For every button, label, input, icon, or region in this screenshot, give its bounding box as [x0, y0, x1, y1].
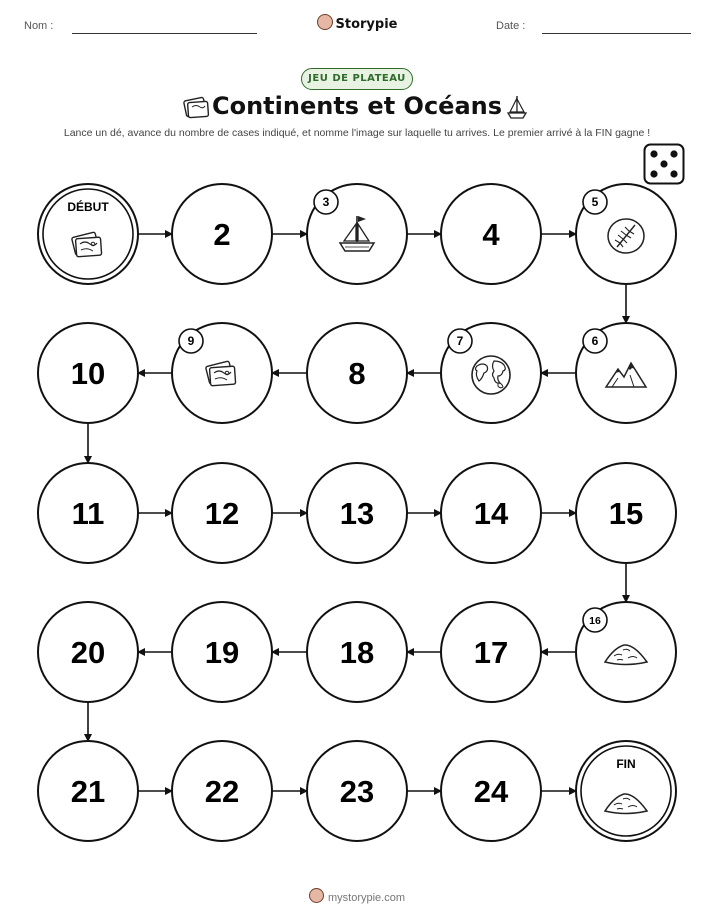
- end-label: FIN: [616, 757, 636, 771]
- board-space-5[interactable]: [576, 184, 676, 284]
- fossil-leaf-icon: [608, 219, 644, 253]
- footer-url[interactable]: mystorypie.com: [327, 892, 406, 904]
- board-space-20[interactable]: [38, 602, 138, 702]
- board-space-6[interactable]: [576, 323, 676, 423]
- storypie-logo-icon: [309, 888, 324, 903]
- board-space-21[interactable]: [38, 741, 138, 841]
- space-number: 13: [339, 496, 375, 531]
- space-number: 15: [608, 496, 644, 531]
- name-label: Nom :: [24, 20, 54, 32]
- board-space-2[interactable]: [172, 184, 272, 284]
- space-number: 10: [70, 356, 106, 391]
- board-space-18[interactable]: [307, 602, 407, 702]
- footer: [0, 888, 714, 904]
- space-number: 3: [322, 195, 330, 209]
- space-number: 5: [591, 195, 599, 209]
- board-space-3[interactable]: [307, 184, 407, 284]
- page-title: Continents et Océans: [211, 92, 503, 120]
- board-space-15[interactable]: [576, 463, 676, 563]
- space-number: 16: [589, 615, 601, 627]
- board-space-14[interactable]: [441, 463, 541, 563]
- space-number: 8: [348, 356, 366, 391]
- board-space-8[interactable]: [307, 323, 407, 423]
- space-number: 22: [204, 774, 240, 809]
- space-number: 2: [213, 217, 231, 252]
- space-number: 19: [204, 635, 240, 670]
- space-number: 11: [71, 496, 105, 531]
- start-label: DÉBUT: [67, 200, 109, 214]
- board-space-23[interactable]: [307, 741, 407, 841]
- space-number: 14: [473, 496, 509, 531]
- board-space-11[interactable]: [38, 463, 138, 563]
- board-space-4[interactable]: [441, 184, 541, 284]
- space-number: 18: [339, 635, 375, 670]
- space-number: 9: [187, 334, 195, 348]
- date-label: Date :: [496, 20, 526, 32]
- space-number: 4: [482, 217, 500, 252]
- board-space-19[interactable]: [172, 602, 272, 702]
- space-number: 20: [70, 635, 106, 670]
- space-number: 6: [591, 334, 599, 348]
- board-space-17[interactable]: [441, 602, 541, 702]
- space-number: 7: [456, 334, 464, 348]
- globe-icon: [472, 356, 510, 394]
- board-space-12[interactable]: [172, 463, 272, 563]
- space-number: 21: [70, 774, 106, 809]
- board-space-24[interactable]: [441, 741, 541, 841]
- instructions: Lance un dé, avance du nombre de cases indiqué, et nomme l'image sur laquelle tu arrives. Le premier arrivé à la FIN gagne !: [63, 127, 651, 139]
- board-space-10[interactable]: [38, 323, 138, 423]
- board-space-25[interactable]: [576, 741, 676, 841]
- board-space-13[interactable]: [307, 463, 407, 563]
- board-space-7[interactable]: [441, 323, 541, 423]
- game-type-badge: JEU DE PLATEAU: [301, 68, 413, 90]
- board-space-1[interactable]: [38, 184, 138, 284]
- space-number: 17: [473, 635, 509, 670]
- board-space-22[interactable]: [172, 741, 272, 841]
- board-space-9[interactable]: [172, 323, 272, 423]
- space-number: 12: [204, 496, 240, 531]
- brand-name: Storypie: [335, 17, 398, 32]
- space-number: 23: [339, 774, 375, 809]
- space-number: 24: [473, 774, 509, 809]
- board-space-16[interactable]: [576, 602, 676, 702]
